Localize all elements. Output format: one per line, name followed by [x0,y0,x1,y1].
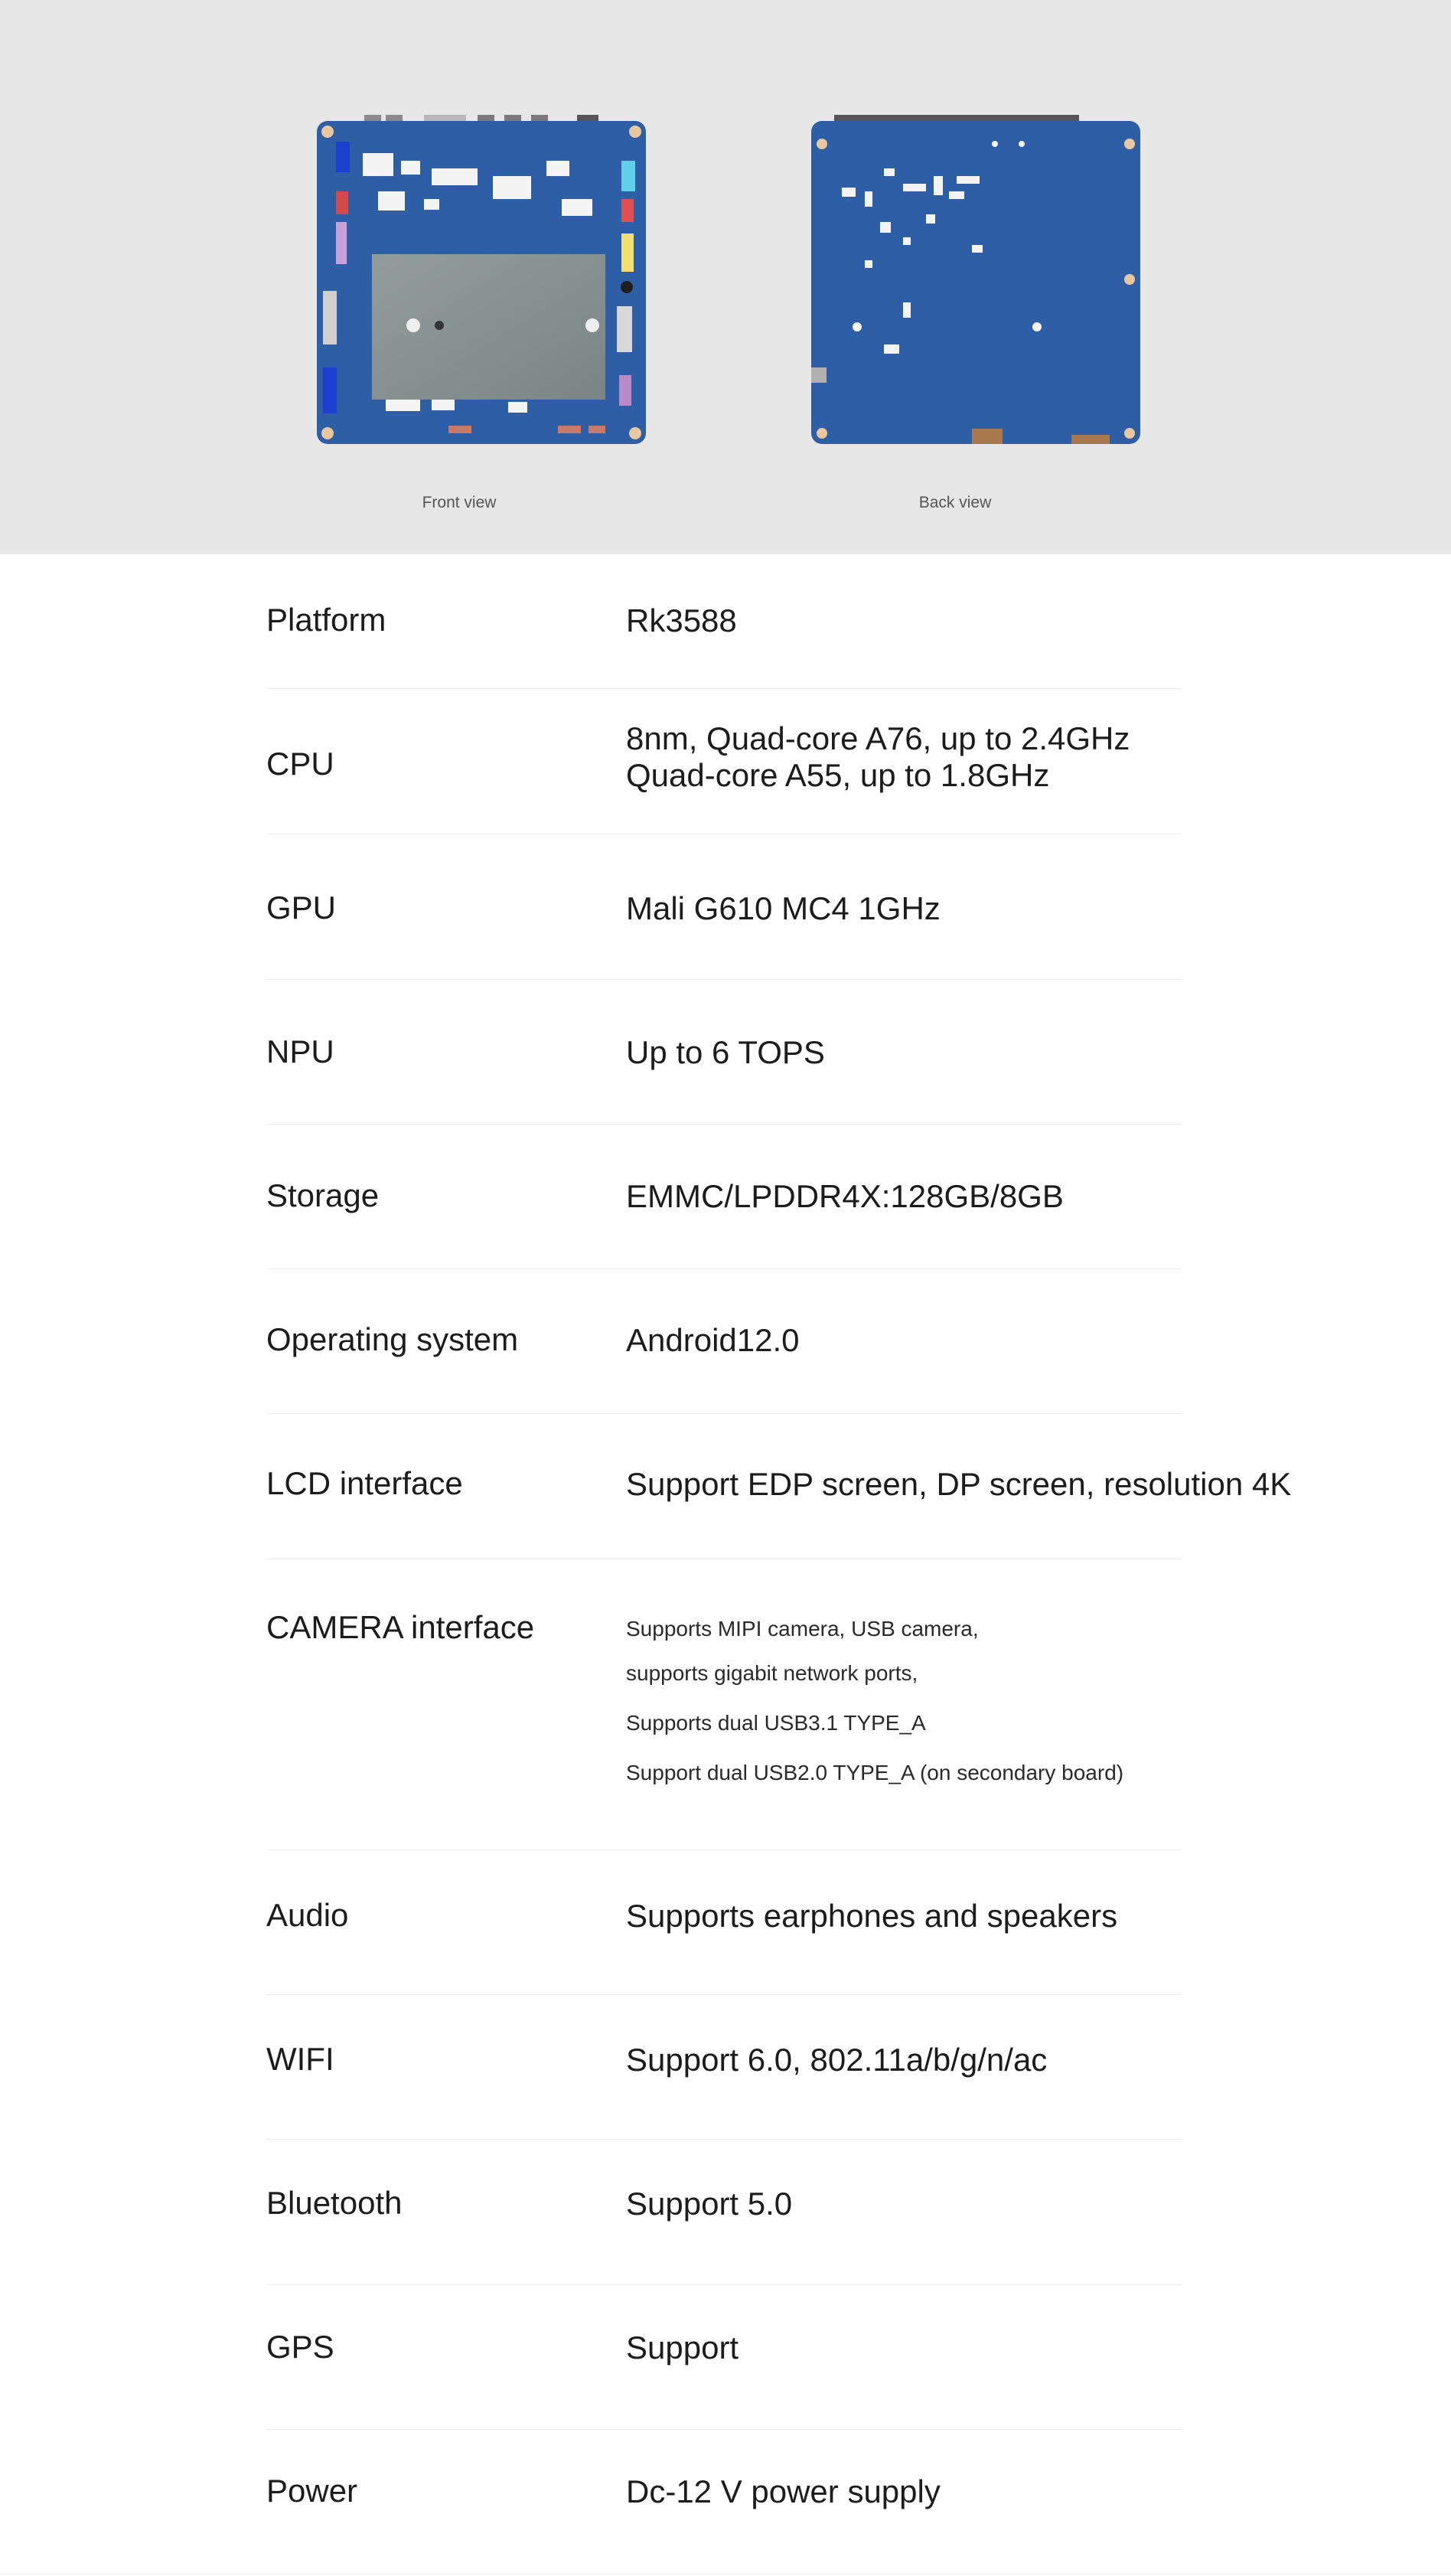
spec-value-bluetooth: Support 5.0 [626,2186,793,2222]
spec-value-npu: Up to 6 TOPS [626,1034,825,1070]
spec-value-os: Android12.0 [626,1322,800,1358]
spec-label-os: Operating system [266,1321,519,1357]
spec-value-platform: Rk3588 [626,602,737,638]
row-divider [266,1413,1182,1414]
spec-label-storage: Storage [266,1177,380,1213]
spec-value-camera-line2: supports gigabit network ports, [626,1661,918,1685]
row-divider [266,688,1182,689]
back-board-image [811,115,1140,448]
spec-value-wifi: Support 6.0, 802.11a/b/g/n/ac [626,2042,1048,2078]
back-view-caption: Back view [918,494,992,511]
spec-label-wifi: WIFI [266,2041,334,2077]
back-board-illustration [811,115,1140,444]
spec-label-cpu: CPU [266,746,334,782]
spec-value-cpu-line2: Quad-core A55, up to 1.8GHz [626,757,1050,793]
product-hero [0,0,1451,554]
spec-label-npu: NPU [266,1033,334,1069]
spec-label-lcd: LCD interface [266,1465,463,1501]
spec-value-gpu: Mali G610 MC4 1GHz [626,890,941,926]
row-divider [266,1268,1182,1269]
spec-value-lcd: Support EDP screen, DP screen, resolution 4K [626,1466,1292,1502]
row-divider [266,2284,1182,2285]
spec-label-gps: GPS [266,2329,334,2365]
row-divider [266,979,1182,980]
spec-label-audio: Audio [266,1897,349,1933]
spec-label-bluetooth: Bluetooth [266,2185,403,2221]
front-view-caption: Front view [422,494,497,511]
spec-label-platform: Platform [266,602,386,638]
spec-value-storage: EMMC/LPDDR4X:128GB/8GB [626,1178,1064,1214]
row-divider [266,1994,1182,1995]
spec-value-power: Dc-12 V power supply [626,2473,941,2509]
row-divider [266,2139,1182,2140]
row-divider [266,2429,1182,2430]
front-board-image [317,115,646,448]
spec-value-audio: Supports earphones and speakers [626,1898,1118,1934]
spec-value-camera-line1: Supports MIPI camera, USB camera, [626,1617,979,1641]
spec-value-camera-line3: Supports dual USB3.1 TYPE_A [626,1711,926,1735]
spec-value-cpu-line1: 8nm, Quad-core A76, up to 2.4GHz [626,720,1130,756]
front-board-illustration [317,115,646,444]
spec-label-power: Power [266,2473,358,2509]
row-divider [266,1124,1182,1125]
spec-value-camera-line4: Support dual USB2.0 TYPE_A (on secondary board) [626,1761,1124,1784]
spec-label-gpu: GPU [266,890,337,926]
spec-value-gps: Support [626,2330,739,2365]
spec-label-camera: CAMERA interface [266,1609,535,1645]
